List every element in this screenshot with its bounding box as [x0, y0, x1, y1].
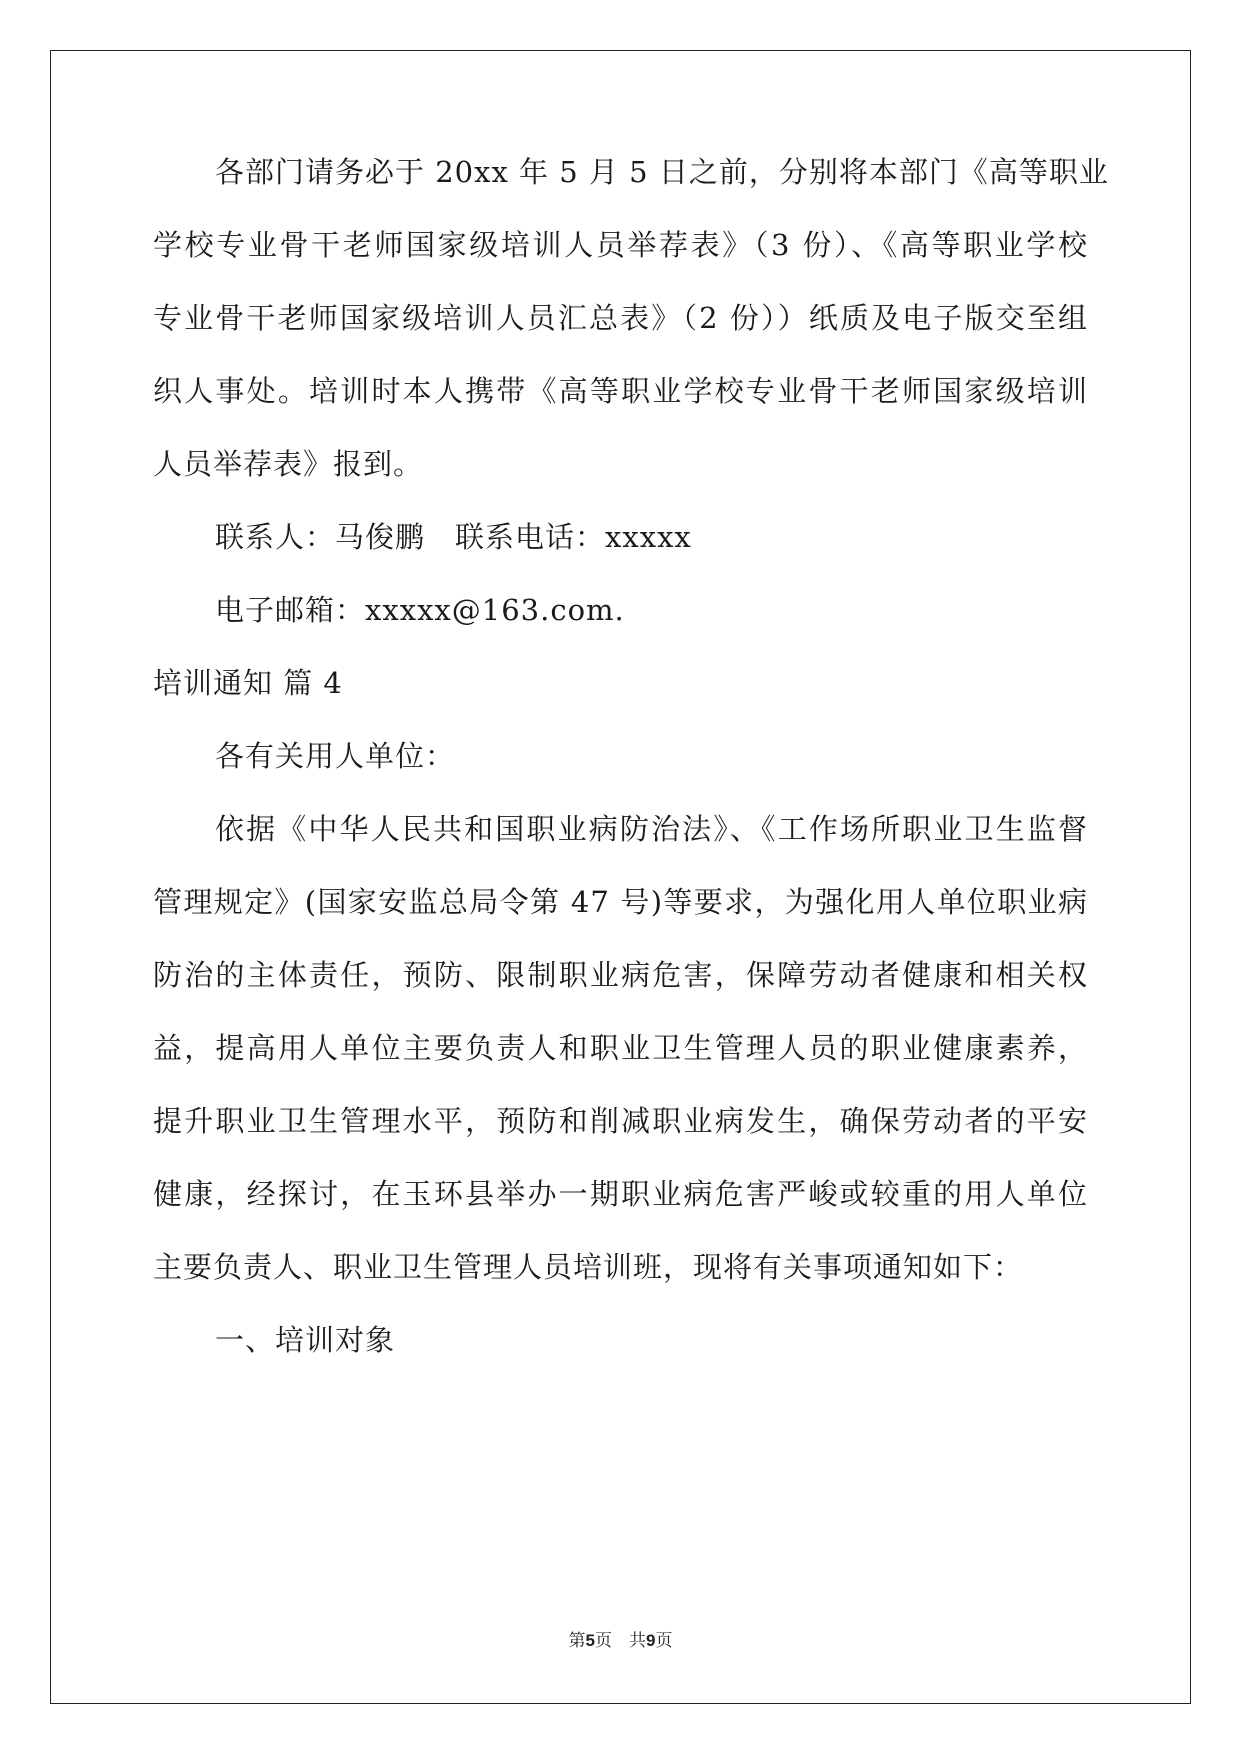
- paragraph-line: 主要负责人、职业卫生管理人员培训班，现将有关事项通知如下：: [153, 1250, 1024, 1284]
- paragraph-line: 织人事处。培训时本人携带《高等职业学校专业骨干老师国家级培训: [153, 374, 1088, 408]
- paragraph-line: 防治的主体责任，预防、限制职业病危害，保障劳动者健康和相关权: [153, 958, 1088, 992]
- subsection-heading: 一、培训对象: [215, 1323, 396, 1357]
- section-heading: 培训通知 篇 4: [153, 666, 343, 700]
- footer-mid: 页 共: [595, 1631, 646, 1651]
- email-line: 电子邮箱：xxxxx@163.com.: [215, 593, 625, 627]
- paragraph-line: 健康，经探讨，在玉环县举办一期职业病危害严峻或较重的用人单位: [153, 1177, 1088, 1211]
- paragraph-line: 学校专业骨干老师国家级培训人员举荐表》（3 份）、《高等职业学校: [153, 228, 1088, 262]
- paragraph-line: 依据《中华人民共和国职业病防治法》、《工作场所职业卫生监督: [215, 812, 1088, 846]
- paragraph-line: 专业骨干老师国家级培训人员汇总表》（2 份））纸质及电子版交至组: [153, 301, 1088, 335]
- footer-suffix: 页: [655, 1631, 673, 1651]
- footer-page-number: 5: [585, 1631, 595, 1650]
- footer-prefix: 第: [568, 1631, 586, 1651]
- paragraph-line: 人员举荐表》报到。: [153, 447, 424, 481]
- contact-line: 联系人：马俊鹏 联系电话：xxxxx: [215, 520, 692, 554]
- paragraph-line: 益，提高用人单位主要负责人和职业卫生管理人员的职业健康素养，: [153, 1031, 1088, 1065]
- paragraph-line: 管理规定》(国家安监总局令第 47 号)等要求，为强化用人单位职业病: [153, 885, 1088, 919]
- footer-total-pages: 9: [646, 1631, 656, 1650]
- paragraph-line: 提升职业卫生管理水平，预防和削减职业病发生，确保劳动者的平安: [153, 1104, 1088, 1138]
- salutation: 各有关用人单位：: [215, 739, 456, 773]
- paragraph-line: 各部门请务必于 20xx 年 5 月 5 日之前，分别将本部门《高等职业: [215, 155, 1109, 189]
- page-footer: [0, 1630, 1241, 1652]
